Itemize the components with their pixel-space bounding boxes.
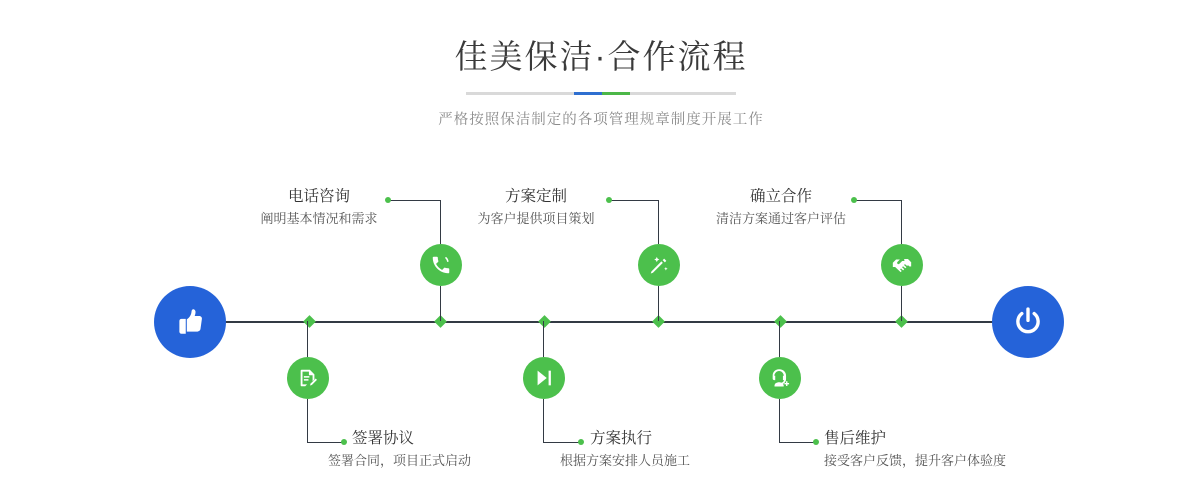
axis-marker [303,315,316,328]
step-desc-5: 清洁方案通过客户评估 [715,211,846,226]
divider-blue-segment [574,92,602,95]
header [0,34,1202,129]
step-icon-4 [523,357,565,399]
handshake-icon [891,254,913,276]
step-title-4: 方案执行 [590,430,653,447]
play-forward-icon [533,367,555,389]
step-title-2: 签署协议 [352,430,415,447]
step-connector-3 [658,286,659,321]
step-desc-1: 阐明基本情况和需求 [260,211,378,226]
step-label-4 [560,428,691,471]
step-desc-2: 签署合同，项目正式启动 [328,453,472,468]
divider-green-segment [602,92,630,95]
step-icon-3 [638,244,680,286]
step-connector-1 [440,200,441,244]
thumbs-up-icon [173,305,207,339]
phone-icon [430,254,452,276]
contract-icon [297,367,319,389]
step-connector-6 [779,442,816,443]
step-label-5 [711,186,851,229]
step-connector-1 [389,200,441,201]
timeline-start-node [154,286,226,358]
step-title-3: 方案定制 [504,188,567,205]
step-connector-2 [307,321,308,357]
plan-icon [648,254,670,276]
step-connector-dot-6 [813,439,819,445]
step-connector-dot-4 [578,439,584,445]
step-connector-5 [855,200,902,201]
step-connector-1 [440,286,441,321]
axis-marker [774,315,787,328]
power-icon [1010,304,1046,340]
step-desc-4: 根据方案安排人员施工 [560,453,691,468]
step-desc-6: 接受客户反馈，提升客户体验度 [824,453,1007,468]
step-connector-6 [779,321,780,357]
step-label-6 [824,428,1006,471]
timeline-end-node [992,286,1064,358]
step-connector-5 [901,286,902,321]
step-label-1 [249,186,389,229]
step-connector-6 [779,399,780,442]
step-icon-6 [759,357,801,399]
step-connector-dot-3 [606,197,612,203]
step-connector-4 [543,399,544,442]
step-icon-2 [287,357,329,399]
step-connector-3 [610,200,659,201]
support-agent-icon [769,367,791,389]
step-connector-4 [543,442,581,443]
page-title: 佳美保洁·合作流程 [454,38,748,75]
step-title-1: 电话咨询 [287,188,350,205]
step-connector-dot-2 [341,439,347,445]
step-desc-3: 为客户提供项目策划 [477,211,595,226]
step-title-6: 售后维护 [824,430,887,447]
step-icon-5 [881,244,923,286]
step-title-5: 确立合作 [749,188,812,205]
page-subtitle: 严格按照保洁制定的各项管理规章制度开展工作 [438,112,764,128]
step-label-2 [328,428,472,471]
step-connector-dot-5 [851,197,857,203]
step-icon-1 [420,244,462,286]
step-connector-4 [543,321,544,357]
title-divider [466,92,736,95]
step-connector-5 [901,200,902,244]
step-connector-2 [307,399,308,442]
step-connector-3 [658,200,659,244]
axis-marker [538,315,551,328]
step-connector-2 [307,442,344,443]
step-label-3 [466,186,606,229]
